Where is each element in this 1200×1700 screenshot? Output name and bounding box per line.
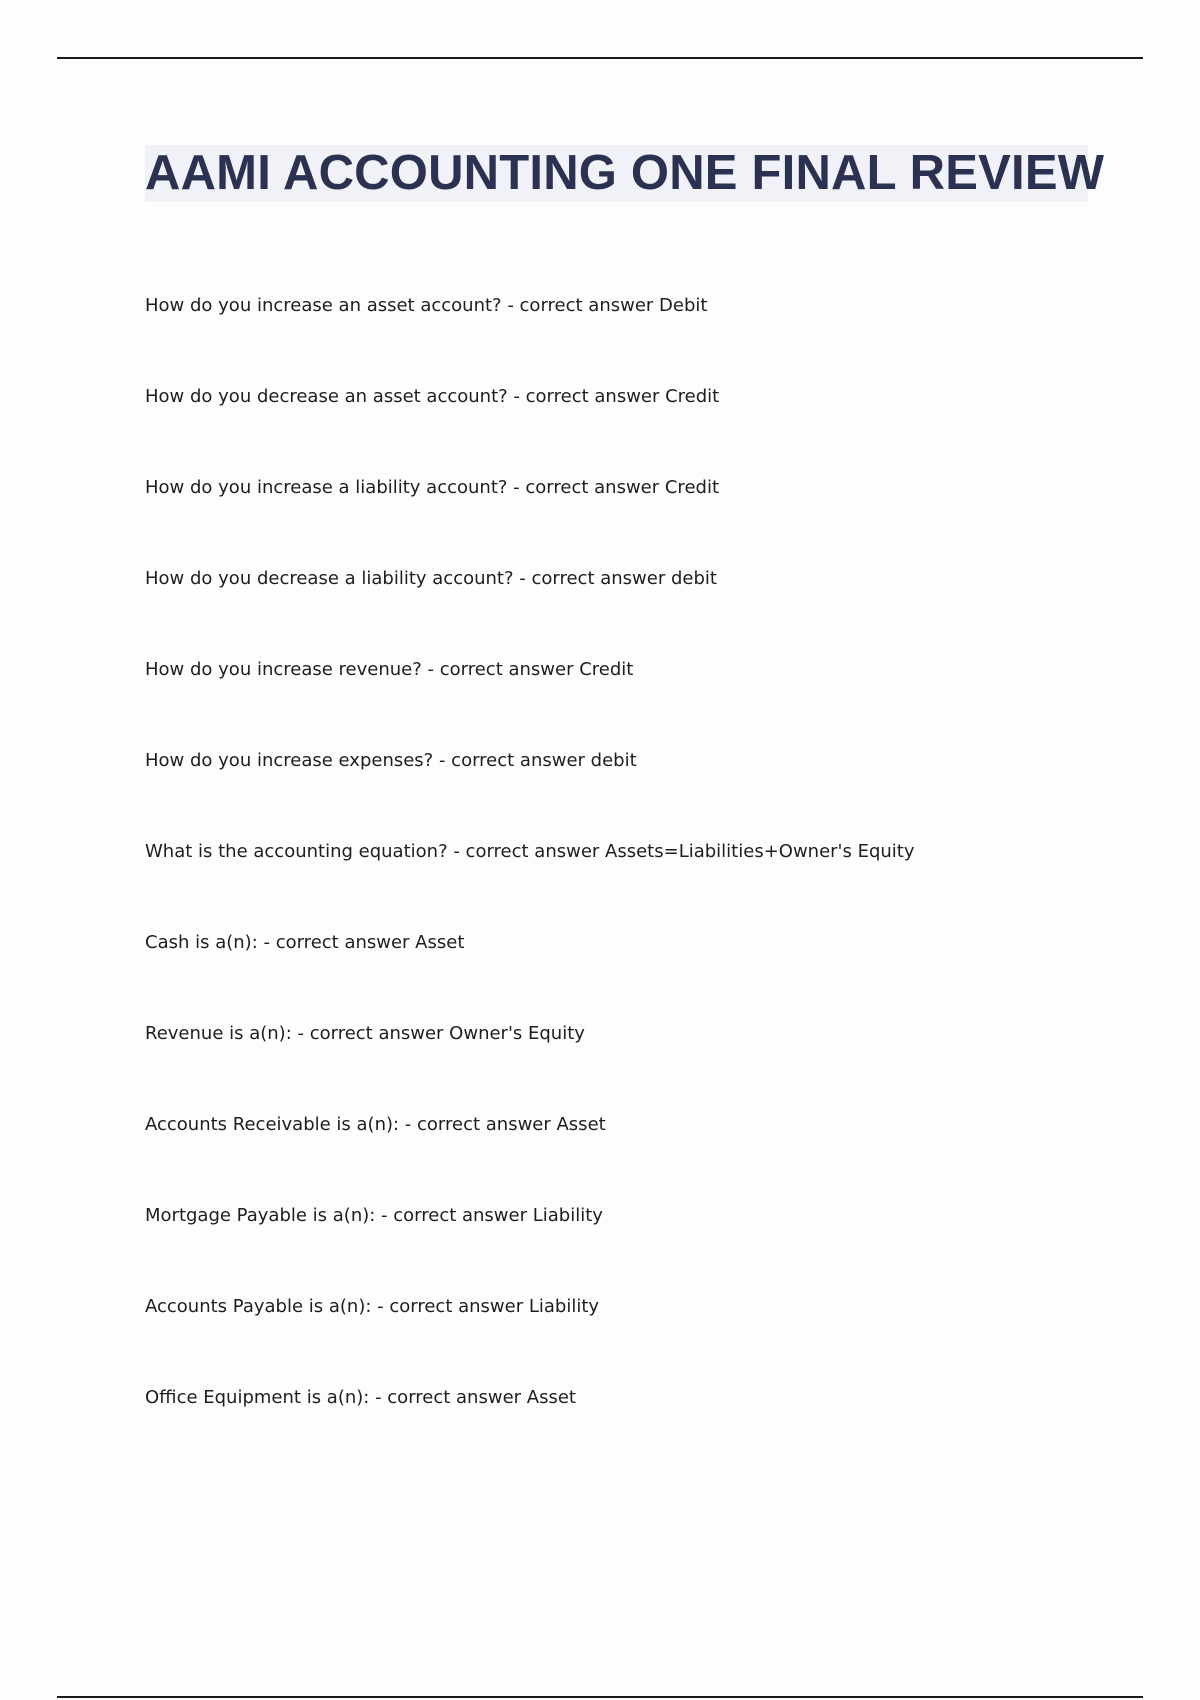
qa-item: How do you decrease a liability account? - correct answer debit bbox=[145, 568, 717, 589]
qa-item: How do you increase revenue? - correct answer Credit bbox=[145, 659, 634, 680]
qa-list bbox=[145, 291, 1145, 1474]
top-rule bbox=[57, 57, 1143, 59]
qa-item: How do you increase an asset account? - correct answer Debit bbox=[145, 295, 708, 316]
qa-item: Cash is a(n): - correct answer Asset bbox=[145, 932, 465, 953]
qa-item: Office Equipment is a(n): - correct answer Asset bbox=[145, 1387, 576, 1408]
document-title: AAMI ACCOUNTING ONE FINAL REVIEW bbox=[145, 146, 1105, 200]
qa-item: What is the accounting equation? - correct answer Assets=Liabilities+Owner's Equity bbox=[145, 841, 915, 862]
qa-item: How do you decrease an asset account? - correct answer Credit bbox=[145, 386, 720, 407]
qa-item: Revenue is a(n): - correct answer Owner's Equity bbox=[145, 1023, 585, 1044]
qa-item: Mortgage Payable is a(n): - correct answer Liability bbox=[145, 1205, 603, 1226]
qa-item: How do you increase a liability account? - correct answer Credit bbox=[145, 477, 719, 498]
qa-item: How do you increase expenses? - correct answer debit bbox=[145, 750, 637, 771]
qa-item: Accounts Receivable is a(n): - correct answer Asset bbox=[145, 1114, 606, 1135]
bottom-rule bbox=[57, 1696, 1143, 1698]
qa-item: Accounts Payable is a(n): - correct answer Liability bbox=[145, 1296, 600, 1317]
